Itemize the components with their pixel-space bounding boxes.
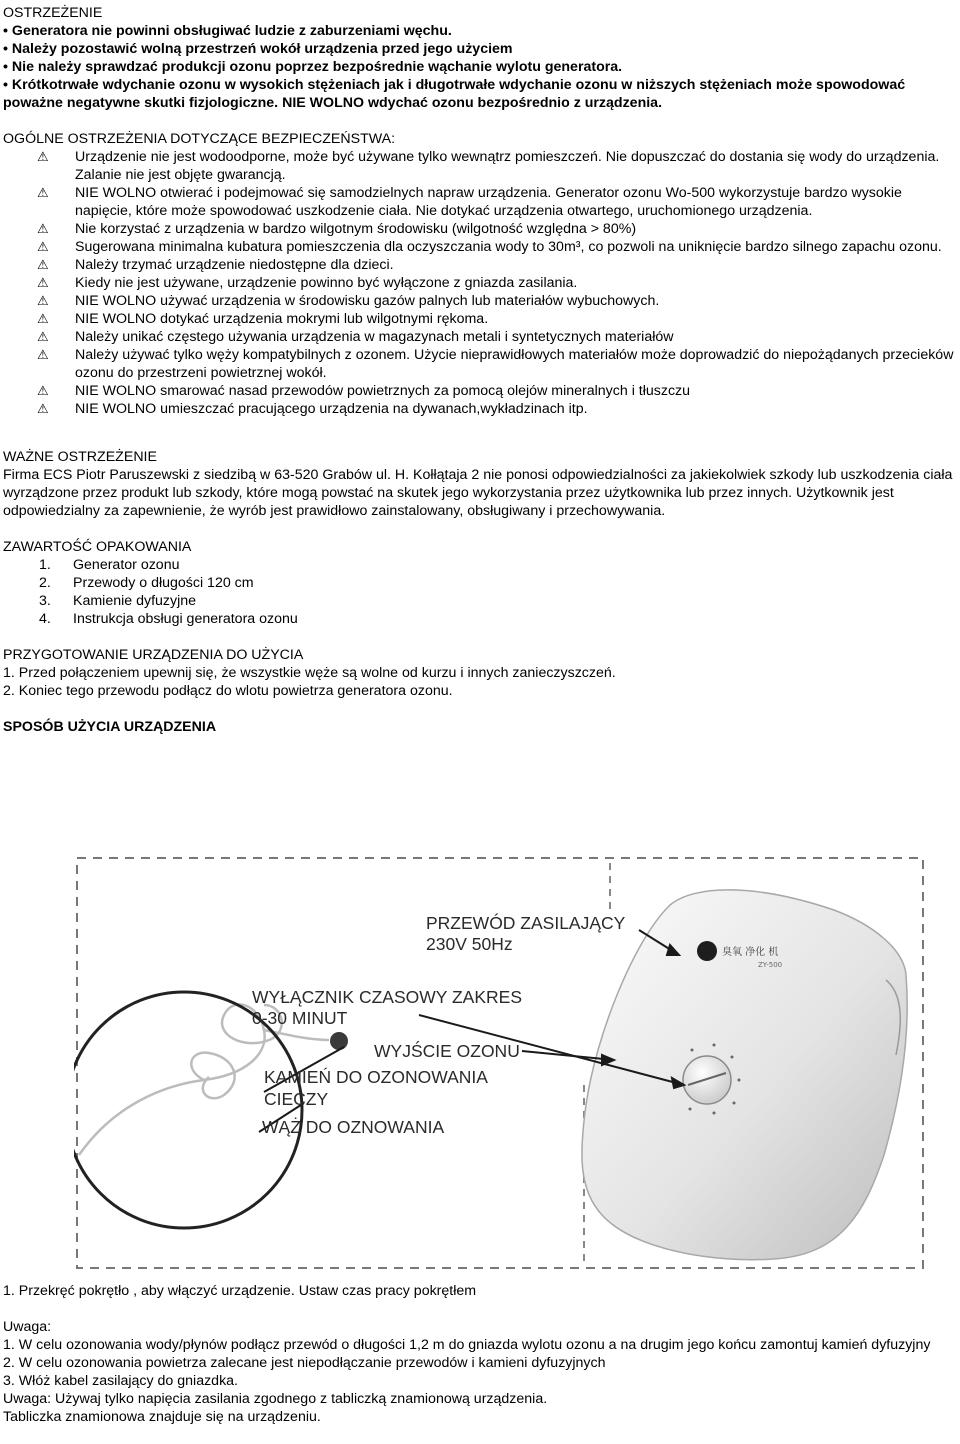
important-warning-title: WAŻNE OSTRZEŻENIE <box>3 449 157 465</box>
device-model-text: ZY-500 <box>758 961 783 969</box>
list-item-text: NIE WOLNO umieszczać pracującego urządzenia na dywanach,wykładzinach itp. <box>75 401 588 417</box>
warning-icon: ⚠ <box>37 311 49 326</box>
note-title: Uwaga: <box>3 1319 52 1335</box>
preparation-step: 1. Przed połączeniem upewnij się, że wszystkie węże są wolne od kurzu i innych zanieczyszczeń. <box>3 665 616 681</box>
usage-title: SPOSÓB UŻYCIA URZĄDZENIA <box>3 719 217 735</box>
preparation-step: 2. Koniec tego przewodu podłącz do wlotu powietrza generatora ozonu. <box>3 683 453 699</box>
warning-icon: ⚠ <box>37 239 49 254</box>
warning-icon: ⚠ <box>37 221 49 236</box>
list-item-text: Należy trzymać urządzenie niedostępne dla dzieci. <box>75 257 394 273</box>
warning-icon: ⚠ <box>37 347 49 362</box>
device-brand-text: 臭氧 净化 机 <box>722 947 779 958</box>
list-item-text: NIE WOLNO smarować nasad przewodów powietrznych za pomocą olejów mineralnych i tłuszczu <box>75 383 691 399</box>
warning-icon: ⚠ <box>37 293 49 308</box>
warning-icon: ⚠ <box>37 185 49 200</box>
label-diffuser-stone-2: CIECZY <box>264 1089 329 1109</box>
instruction-step: 1. Przekręć pokrętło , aby włączyć urządzenie. Ustaw czas pracy pokrętłem <box>3 1283 477 1299</box>
preparation-title: PRZYGOTOWANIE URZĄDZENIA DO UŻYCIA <box>3 647 304 663</box>
list-item <box>3 400 958 418</box>
ozone-generator-device <box>582 890 907 1260</box>
warning-icon: ⚠ <box>37 275 49 290</box>
final-note: Uwaga: Używaj tylko napięcia zasilania zgodnego z tabliczką znamionową urządzenia. Tabliczka znamionowa znajduje się na urządzeniu. <box>3 1391 548 1425</box>
list-item-text: NIE WOLNO dotykać urządzenia mokrymi lub wilgotnymi rękoma. <box>75 311 489 327</box>
package-contents-title: ZAWARTOŚĆ OPAKOWANIA <box>3 539 192 555</box>
list-item-text: NIE WOLNO używać urządzenia w środowisku gazów palnych lub materiałów wybuchowych. <box>75 293 660 309</box>
label-power-voltage: 230V 50Hz <box>426 934 513 954</box>
important-warning-section <box>3 448 958 520</box>
list-item-text: Należy unikać częstego używania urządzenia w magazynach metali i syntetycznych materiałów <box>75 329 674 345</box>
list-number: 4. <box>39 611 51 627</box>
note-line: 3. Włóż kabel zasilający do gniazdka. <box>3 1373 239 1389</box>
list-item <box>3 574 958 592</box>
diffuser-stone <box>330 1032 348 1050</box>
package-contents-list <box>3 556 958 628</box>
warning-line: • Generatora nie powinni obsługiwać ludzie z zaburzeniami węchu. <box>3 23 452 39</box>
instructions-section <box>3 1282 958 1426</box>
list-item <box>3 328 958 346</box>
list-item-text: Przewody o długości 120 cm <box>73 575 254 591</box>
note-line: 2. W celu ozonowania powietrza zalecane jest niepodłączanie przewodów i kamieni dyfuzyjnych <box>3 1355 606 1371</box>
label-diffuser-stone: KAMIEŃ DO OZONOWANIA <box>264 1067 488 1087</box>
device-diagram <box>74 855 926 1271</box>
list-item-text: Urządzenie nie jest wodoodporne, może być używane tylko wewnątrz pomieszczeń. Nie dopuszczać do dostania się wody do urządzenia. Zalanie nie jest objęte gwarancją. <box>75 149 940 183</box>
list-item <box>3 148 958 184</box>
label-power-cable: PRZEWÓD ZASILAJĄCY <box>426 913 626 933</box>
list-item <box>3 220 958 238</box>
label-ozone-hose: WĄŻ DO OZNOWANIA <box>262 1117 445 1137</box>
preparation-section <box>3 646 958 700</box>
general-warnings-list <box>3 148 958 418</box>
list-item <box>3 184 958 220</box>
list-item <box>3 592 958 610</box>
warning-icon: ⚠ <box>37 149 49 164</box>
list-number: 1. <box>39 557 51 573</box>
label-timer-range: 0-30 MINUT <box>252 1008 348 1028</box>
list-item <box>3 346 958 382</box>
warning-line: • Krótkotrwałe wdychanie ozonu w wysokich stężeniach jak i długotrwałe wdychanie ozonu w niższych stężeniach może spowodować poważne negatywne skutki fizjologiczne. NIE WOLNO wdychać ozonu bezpośrednio z urządzenia. <box>3 77 906 111</box>
important-warning-text: Firma ECS Piotr Paruszewski z siedzibą w 63-520 Grabów ul. H. Kołłątaja 2 nie ponosi odpowiedzialności za jakiekolwiek szkody lub uszkodzenia ciała wyrządzone przez produkt lub szkody, które mogą powstać na skutek jego wykorzystania przez użytkownika lub przez innych. Użytkownik jest odpowiedzialny za zapewnienie, że wyrób jest prawidłowo zainstalowany, obsługiwany i przechowywania. <box>3 467 953 519</box>
list-number: 2. <box>39 575 51 591</box>
list-item <box>3 274 958 292</box>
label-ozone-output: WYJŚCIE OZONU <box>374 1041 520 1061</box>
warning-icon: ⚠ <box>37 383 49 398</box>
list-number: 3. <box>39 593 51 609</box>
warning-title: OSTRZEŻENIE <box>3 5 103 21</box>
list-item-text: Kiedy nie jest używane, urządzenie powinno być wyłączone z gniazda zasilania. <box>75 275 578 291</box>
note-line: 1. W celu ozonowania wody/płynów podłącz przewód o długości 1,2 m do gniazda wylotu ozonu a na drugim jego końcu zamontuj kamień dyfuzyjny <box>3 1337 931 1353</box>
list-item-text: Generator ozonu <box>73 557 180 573</box>
general-warnings-section <box>3 130 958 418</box>
list-item <box>3 382 958 400</box>
warning-icon: ⚠ <box>37 401 49 416</box>
warning-icon: ⚠ <box>37 329 49 344</box>
list-item-text: Nie korzystać z urządzenia w bardzo wilgotnym środowisku (wilgotność względna > 80%) <box>75 221 637 237</box>
list-item-text: Sugerowana minimalna kubatura pomieszczenia dla oczyszczania wody to 30m³, co pozwoli na uniknięcie bardzo silnego zapachu ozonu. <box>75 239 942 255</box>
logo-circle <box>697 941 717 961</box>
label-timer-switch: WYŁĄCZNIK CZASOWY ZAKRES <box>252 987 522 1007</box>
warning-line: • Nie należy sprawdzać produkcji ozonu poprzez bezpośrednie wąchanie wylotu generatora. <box>3 59 623 75</box>
document-page <box>3 4 958 736</box>
list-item <box>3 310 958 328</box>
list-item <box>3 556 958 574</box>
list-item-text: Kamienie dyfuzyjne <box>73 593 197 609</box>
warning-line: • Należy pozostawić wolną przestrzeń wokół urządzenia przed jego użyciem <box>3 41 513 57</box>
warning-header-section <box>3 4 958 112</box>
general-warnings-title: OGÓLNE OSTRZEŻENIA DOTYCZĄCE BEZPIECZEŃSTWA: <box>3 131 396 147</box>
list-item-text: NIE WOLNO otwierać i podejmować się samodzielnych napraw urządzenia. Generator ozonu Wo-500 wykorzystuje bardzo wysokie napięcie, które może spowodować uszkodzenie ciała. Nie dotykać urządzenia otwartego, uruchomionego urządzenia. <box>75 185 902 219</box>
warning-icon: ⚠ <box>37 257 49 272</box>
list-item <box>3 292 958 310</box>
list-item-text: Należy używać tylko węży kompatybilnych z ozonem. Użycie nieprawidłowych materiałów może doprowadzić do niepożądanych przecieków ozonu do przestrzeni powietrznej wokół. <box>75 347 954 381</box>
list-item-text: Instrukcja obsługi generatora ozonu <box>73 611 298 627</box>
list-item <box>3 238 958 256</box>
package-contents-section <box>3 538 958 628</box>
list-item <box>3 256 958 274</box>
list-item <box>3 610 958 628</box>
